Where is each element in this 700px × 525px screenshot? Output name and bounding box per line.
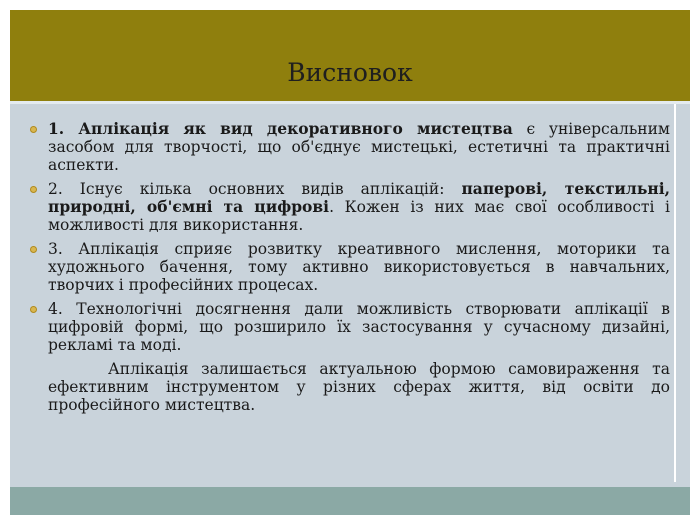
slide-content	[30, 120, 670, 414]
bullet-item-4	[30, 300, 670, 354]
bullet-text-bold: паперові, текстильні, природні, об'ємні та цифрові	[48, 179, 671, 216]
bullet-icon	[30, 126, 37, 133]
footer-bar	[10, 487, 690, 515]
slide	[10, 10, 690, 515]
bullet-item-1	[30, 120, 670, 174]
bullet-text: є універсальним засобом для творчості, що об'єднує мистецькі, естетичні та практичні аспекти.	[48, 120, 670, 174]
bullet-icon	[30, 246, 37, 253]
bullet-text: 2. Існує кілька основних видів аплікацій:	[48, 180, 462, 198]
accent-line	[674, 104, 676, 482]
bullet-text: 4. Технологічні досягнення дали можливість створювати аплікації в цифровій формі, що розширило їх застосування у сучасному дизайні, рекламі та моді.	[48, 300, 670, 354]
bullet-list	[30, 120, 670, 354]
bullet-icon	[30, 186, 37, 193]
bullet-item-3	[30, 240, 670, 294]
bullet-icon	[30, 306, 37, 313]
slide-title: Висновок	[287, 58, 413, 87]
bullet-text: 3. Аплікація сприяє розвитку креативного мислення, моторики та художнього бачення, тому активно використовується в навчальних, творчих і професійних процесах.	[48, 240, 670, 294]
bullet-item-2	[30, 180, 670, 234]
bullet-text: . Кожен із них має свої особливості і можливості для використання.	[48, 198, 670, 234]
conclusion-paragraph: Аплікація залишається актуальною формою самовираження та ефективним інструментом у різних сферах життя, від освіти до професійного мистецтва.	[48, 360, 670, 414]
title-divider	[10, 101, 690, 104]
bullet-text-bold: 1. Аплікація як вид декоративного мистецтва	[48, 119, 513, 138]
